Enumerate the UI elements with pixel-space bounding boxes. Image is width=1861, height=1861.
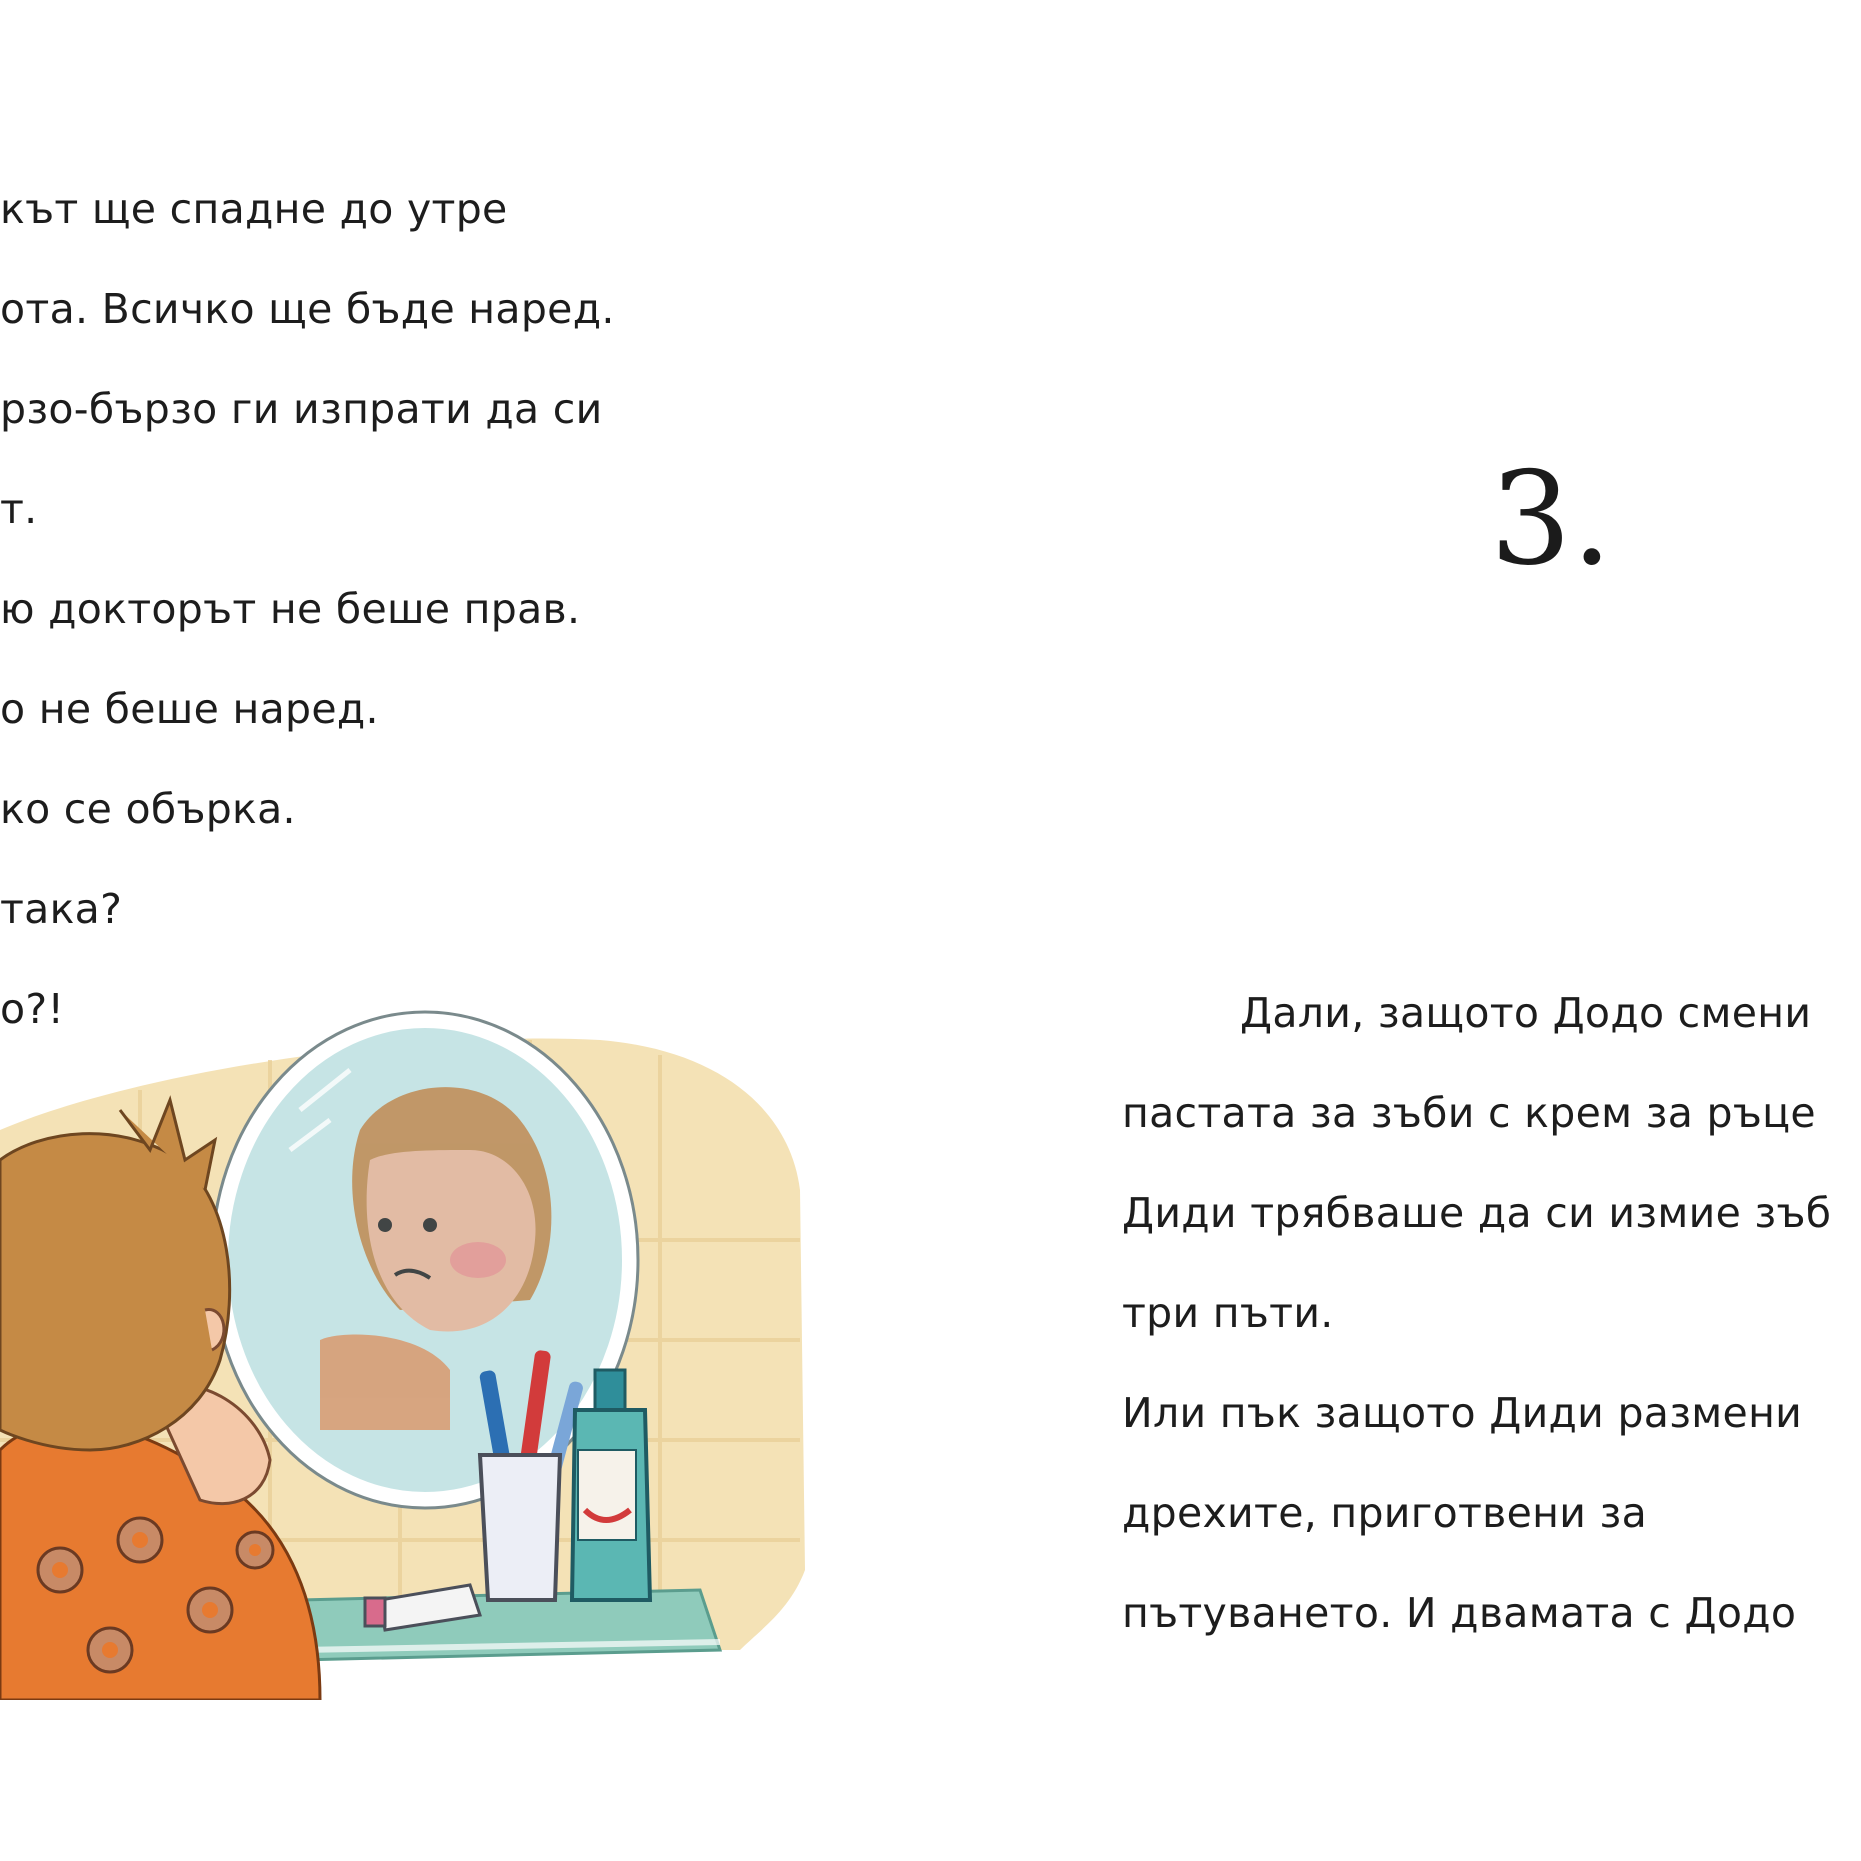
right-text-line-5: Или пък защото Диди размени [1122, 1389, 1803, 1437]
left-text-line-2: ота. Всичко ще бъде наред. [0, 285, 615, 333]
left-text-line-4: т. [0, 485, 38, 533]
right-text-line-4: три пъти. [1122, 1289, 1334, 1337]
left-text-line-5: ю докторът не беше прав. [0, 585, 581, 633]
right-text-line-2: пастата за зъби с крем за ръце [1122, 1089, 1816, 1137]
right-text-line-6: дрехите, приготвени за [1122, 1489, 1648, 1537]
right-text-line-3: Диди трябваше да си измие зъб [1122, 1189, 1832, 1237]
left-text-line-7: ко се обърка. [0, 785, 296, 833]
boy-at-mirror-illustration [0, 1010, 840, 1700]
left-text-line-8: така? [0, 885, 123, 933]
left-text-line-1: кът ще спадне до утре [0, 185, 508, 233]
left-text-line-9: о?! [0, 985, 65, 1033]
chapter-number: 3. [1490, 445, 1613, 594]
left-text-line-3: рзо-бързо ги изпрати да си [0, 385, 603, 433]
right-text-line-1: Дали, защото Додо смени [1240, 989, 1812, 1037]
right-text-line-7: пътуването. И двамата с Додо [1122, 1589, 1797, 1637]
left-text-line-6: о не беше наред. [0, 685, 379, 733]
